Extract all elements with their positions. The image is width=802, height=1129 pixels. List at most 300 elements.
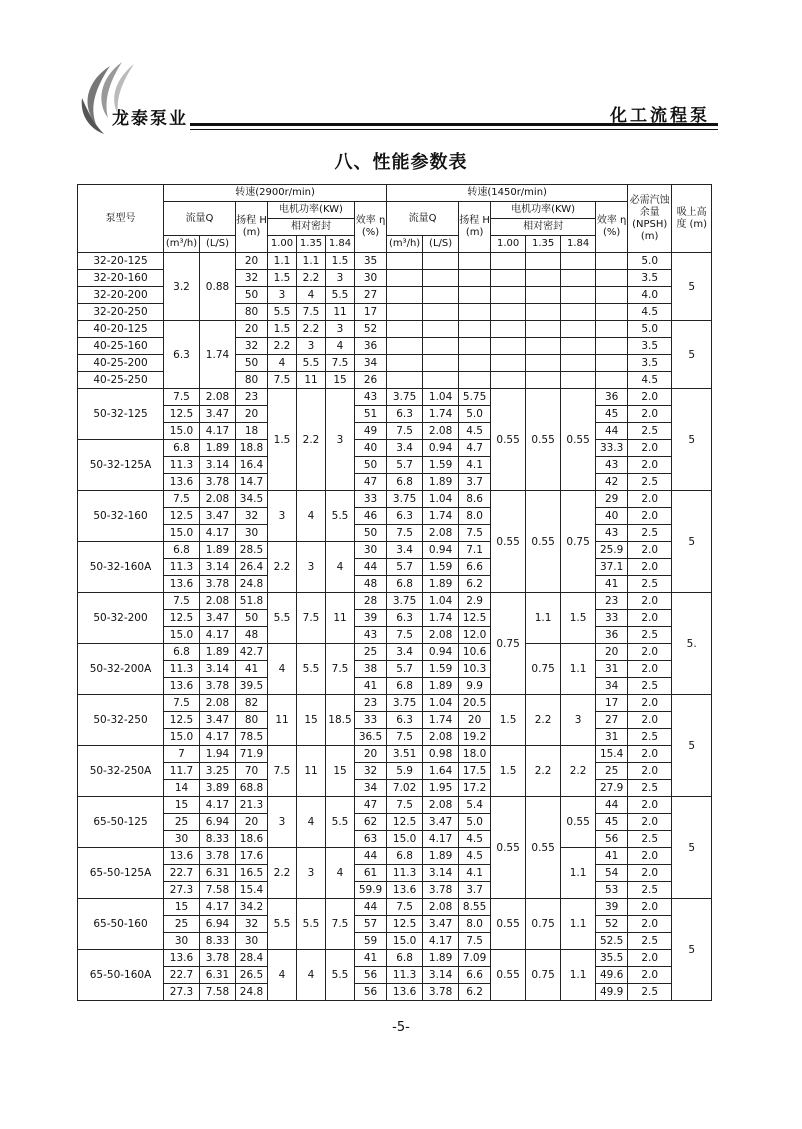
table-cell: 37.1	[596, 559, 628, 576]
table-cell: 1.89	[423, 950, 459, 967]
table-cell: 39	[596, 899, 628, 916]
table-cell: 36.5	[355, 729, 387, 746]
table-cell: 80	[236, 712, 268, 729]
empty-cell	[526, 304, 561, 321]
table-cell: 7.5	[164, 593, 200, 610]
table-cell: 3.78	[423, 882, 459, 899]
empty-cell	[561, 270, 596, 287]
table-row	[78, 933, 712, 950]
table-cell: 12.5	[387, 916, 423, 933]
empty-cell	[561, 355, 596, 372]
table-cell: 1.74	[200, 321, 236, 389]
table-cell: 50	[236, 287, 268, 304]
table-cell: 61	[355, 865, 387, 882]
empty-cell	[596, 270, 628, 287]
table-cell: 1.94	[200, 746, 236, 763]
table-cell: 32	[236, 508, 268, 525]
table-cell: 33.3	[596, 440, 628, 457]
table-cell: 52	[355, 321, 387, 338]
table-cell: 4.5	[459, 848, 491, 865]
table-cell: 13.6	[387, 882, 423, 899]
table-cell: 11.7	[164, 763, 200, 780]
table-row	[78, 627, 712, 644]
table-cell: 20	[236, 321, 268, 338]
empty-cell	[526, 270, 561, 287]
table-cell: 34	[596, 678, 628, 695]
page-number: -5-	[392, 1020, 410, 1035]
model-cell: 32-20-250	[78, 304, 164, 321]
table-cell: 3.75	[387, 695, 423, 712]
table-cell: 39.5	[236, 678, 268, 695]
table-cell: 3	[561, 695, 596, 746]
table-cell: 3.47	[200, 712, 236, 729]
model-cell: 50-32-250A	[78, 746, 164, 797]
empty-cell	[596, 372, 628, 389]
table-cell: 15.0	[164, 525, 200, 542]
table-cell: 12.5	[164, 406, 200, 423]
table-cell: 1.1	[561, 644, 596, 695]
table-cell: 2.08	[423, 899, 459, 916]
table-cell: 6.3	[387, 610, 423, 627]
table-row	[78, 882, 712, 899]
table-cell: 0.55	[526, 389, 561, 491]
table-cell: 24.8	[236, 576, 268, 593]
table-cell: 48	[355, 576, 387, 593]
table-cell: 7.5	[459, 525, 491, 542]
table-cell: 7.58	[200, 882, 236, 899]
table-row	[78, 848, 712, 865]
empty-cell	[387, 253, 423, 270]
table-cell: 15	[164, 899, 200, 916]
table-cell: 34.2	[236, 899, 268, 916]
table-cell: 2.0	[628, 610, 672, 627]
table-cell: 28	[355, 593, 387, 610]
table-cell: 28.4	[236, 950, 268, 967]
table-cell: 7.5	[387, 729, 423, 746]
table-cell: 3.47	[200, 406, 236, 423]
table-cell: 30	[355, 270, 387, 287]
table-cell: 3.47	[423, 814, 459, 831]
table-cell: 14.7	[236, 474, 268, 491]
header-sg: 1.84	[326, 236, 355, 253]
table-cell: 2.0	[628, 865, 672, 882]
table-cell: 30	[164, 933, 200, 950]
table-cell: 2.2	[268, 338, 297, 355]
table-cell: 1.59	[423, 457, 459, 474]
table-cell: 2.08	[423, 525, 459, 542]
page-header	[0, 0, 802, 140]
table-cell: 5.5	[297, 644, 326, 695]
table-cell: 3.5	[628, 338, 672, 355]
table-cell: 2.0	[628, 916, 672, 933]
table-cell: 3.14	[200, 559, 236, 576]
table-cell: 4.7	[459, 440, 491, 457]
table-cell: 13.6	[164, 848, 200, 865]
table-cell: 2.08	[423, 729, 459, 746]
empty-cell	[459, 270, 491, 287]
table-cell: 4.5	[459, 423, 491, 440]
table-cell: 31	[596, 661, 628, 678]
empty-cell	[459, 287, 491, 304]
table-row	[78, 508, 712, 525]
table-cell: 6.8	[387, 678, 423, 695]
table-cell: 1.1	[561, 899, 596, 950]
empty-cell	[423, 372, 459, 389]
table-cell: 11.3	[164, 661, 200, 678]
table-cell: 2.2	[297, 389, 326, 491]
table-cell: 5.0	[628, 253, 672, 270]
suction-cell: 5	[672, 899, 712, 1001]
table-cell: 41	[236, 661, 268, 678]
empty-cell	[561, 372, 596, 389]
empty-cell	[459, 321, 491, 338]
empty-cell	[423, 355, 459, 372]
empty-cell	[561, 287, 596, 304]
header-unit-m3h: (m³/h)	[387, 236, 423, 253]
table-cell: 4	[326, 542, 355, 593]
table-cell: 3	[297, 542, 326, 593]
table-cell: 2.2	[268, 848, 297, 899]
table-cell: 15	[326, 372, 355, 389]
table-cell: 15.4	[596, 746, 628, 763]
table-cell: 19.2	[459, 729, 491, 746]
table-cell: 3.75	[387, 491, 423, 508]
table-cell: 7.5	[326, 899, 355, 950]
table-cell: 15.0	[387, 933, 423, 950]
table-cell: 1.1	[297, 253, 326, 270]
table-cell: 3.47	[200, 508, 236, 525]
table-cell: 10.3	[459, 661, 491, 678]
table-cell: 70	[236, 763, 268, 780]
table-cell: 17.2	[459, 780, 491, 797]
empty-cell	[596, 304, 628, 321]
table-cell: 80	[236, 304, 268, 321]
model-cell: 50-32-160	[78, 491, 164, 542]
model-cell: 50-32-125A	[78, 440, 164, 491]
table-row	[78, 916, 712, 933]
table-cell: 6.3	[164, 321, 200, 389]
table-cell: 3.47	[423, 916, 459, 933]
table-cell: 33	[355, 491, 387, 508]
header-sg: 1.35	[297, 236, 326, 253]
model-cell: 40-20-125	[78, 321, 164, 338]
table-row	[78, 423, 712, 440]
table-cell: 7.5	[268, 746, 297, 797]
table-cell: 15.4	[236, 882, 268, 899]
suction-cell: 5	[672, 389, 712, 491]
table-cell: 44	[355, 559, 387, 576]
table-cell: 2.5	[628, 882, 672, 899]
table-cell: 30	[355, 542, 387, 559]
table-cell: 57	[355, 916, 387, 933]
table-row	[78, 899, 712, 916]
table-cell: 7.5	[164, 389, 200, 406]
table-cell: 3.5	[628, 355, 672, 372]
table-row	[78, 967, 712, 984]
table-cell: 0.75	[526, 899, 561, 950]
table-cell: 2.08	[200, 389, 236, 406]
table-cell: 44	[355, 848, 387, 865]
model-cell: 65-50-125A	[78, 848, 164, 899]
table-cell: 1.1	[268, 253, 297, 270]
table-cell: 1.5	[326, 253, 355, 270]
table-cell: 0.94	[423, 440, 459, 457]
empty-cell	[491, 372, 526, 389]
table-cell: 50	[236, 610, 268, 627]
table-cell: 25	[596, 763, 628, 780]
table-cell: 56	[355, 984, 387, 1001]
table-cell: 3.78	[200, 848, 236, 865]
table-row	[78, 406, 712, 423]
table-cell: 50	[236, 355, 268, 372]
table-cell: 3.78	[200, 950, 236, 967]
table-cell: 7.5	[326, 355, 355, 372]
table-cell: 53	[596, 882, 628, 899]
table-cell: 3.14	[423, 865, 459, 882]
table-cell: 1.89	[200, 440, 236, 457]
table-cell: 1.1	[561, 950, 596, 1001]
table-cell: 15.0	[387, 831, 423, 848]
table-cell: 4.17	[200, 729, 236, 746]
table-row	[78, 712, 712, 729]
table-cell: 6.8	[164, 440, 200, 457]
table-cell: 78.5	[236, 729, 268, 746]
table-cell: 0.55	[526, 491, 561, 593]
table-cell: 17	[355, 304, 387, 321]
empty-cell	[561, 321, 596, 338]
model-cell: 50-32-160A	[78, 542, 164, 593]
table-cell: 1.89	[423, 678, 459, 695]
table-cell: 3.78	[423, 984, 459, 1001]
table-cell: 25.9	[596, 542, 628, 559]
table-row	[78, 253, 712, 270]
table-cell: 1.74	[423, 610, 459, 627]
table-cell: 4.17	[423, 831, 459, 848]
table-cell: 32	[236, 916, 268, 933]
table-cell: 2.5	[628, 780, 672, 797]
table-cell: 1.1	[526, 593, 561, 644]
table-cell: 39	[355, 610, 387, 627]
table-cell: 2.08	[423, 627, 459, 644]
table-cell: 6.8	[387, 848, 423, 865]
page-title: 八、性能参数表	[334, 152, 468, 173]
table-cell: 47	[355, 797, 387, 814]
table-cell: 2.5	[628, 525, 672, 542]
table-cell: 3	[326, 270, 355, 287]
empty-cell	[596, 338, 628, 355]
empty-cell	[526, 338, 561, 355]
empty-cell	[459, 253, 491, 270]
table-cell: 20.5	[459, 695, 491, 712]
table-cell: 1.74	[423, 406, 459, 423]
table-cell: 32	[355, 763, 387, 780]
empty-cell	[459, 338, 491, 355]
empty-cell	[459, 355, 491, 372]
table-cell: 0.94	[423, 644, 459, 661]
table-cell: 2.5	[628, 627, 672, 644]
table-cell: 0.94	[423, 542, 459, 559]
table-cell: 1.5	[561, 593, 596, 644]
table-cell: 5.5	[268, 304, 297, 321]
table-cell: 20	[236, 253, 268, 270]
table-row	[78, 559, 712, 576]
table-cell: 34	[355, 780, 387, 797]
table-cell: 0.75	[561, 491, 596, 593]
table-cell: 16.5	[236, 865, 268, 882]
table-cell: 0.88	[200, 253, 236, 321]
table-cell: 36	[355, 338, 387, 355]
table-cell: 6.94	[200, 814, 236, 831]
table-cell: 17.5	[459, 763, 491, 780]
table-cell: 0.55	[561, 389, 596, 491]
table-cell: 30	[236, 933, 268, 950]
table-cell: 5.7	[387, 457, 423, 474]
table-row	[78, 797, 712, 814]
table-cell: 29	[596, 491, 628, 508]
table-cell: 8.0	[459, 916, 491, 933]
table-cell: 7.5	[459, 933, 491, 950]
table-cell: 52.5	[596, 933, 628, 950]
header-power-1450: 电机功率(KW)	[491, 202, 596, 219]
table-cell: 18.0	[459, 746, 491, 763]
table-cell: 2.0	[628, 950, 672, 967]
table-cell: 63	[355, 831, 387, 848]
table-cell: 3.89	[200, 780, 236, 797]
table-row	[78, 831, 712, 848]
empty-cell	[491, 355, 526, 372]
table-cell: 3.4	[387, 440, 423, 457]
table-cell: 18.5	[326, 695, 355, 746]
table-cell: 3.78	[200, 678, 236, 695]
table-cell: 3.7	[459, 474, 491, 491]
table-cell: 7.1	[459, 542, 491, 559]
table-cell: 1.89	[200, 542, 236, 559]
table-cell: 1.5	[268, 389, 297, 491]
empty-cell	[459, 372, 491, 389]
table-row	[78, 950, 712, 967]
table-cell: 10.6	[459, 644, 491, 661]
empty-cell	[526, 287, 561, 304]
table-cell: 52	[596, 916, 628, 933]
table-cell: 2.0	[628, 814, 672, 831]
table-cell: 59	[355, 933, 387, 950]
header-flow-1450: 流量Q	[387, 202, 459, 236]
empty-cell	[423, 253, 459, 270]
table-row	[78, 763, 712, 780]
table-cell: 5.5	[326, 491, 355, 542]
table-cell: 1.59	[423, 661, 459, 678]
empty-cell	[526, 372, 561, 389]
empty-cell	[596, 253, 628, 270]
table-cell: 2.5	[628, 984, 672, 1001]
table-cell: 4.0	[628, 287, 672, 304]
table-cell: 2.08	[200, 593, 236, 610]
model-cell: 50-32-125	[78, 389, 164, 440]
table-cell: 1.59	[423, 559, 459, 576]
table-cell: 5.5	[297, 899, 326, 950]
header-unit-ls: (L/S)	[200, 236, 236, 253]
model-cell: 32-20-200	[78, 287, 164, 304]
table-cell: 1.1	[561, 848, 596, 899]
table-cell: 0.55	[491, 797, 526, 899]
table-cell: 4.5	[628, 372, 672, 389]
table-cell: 4	[268, 644, 297, 695]
header-head-2900: 扬程 H (m)	[236, 202, 268, 253]
table-cell: 0.55	[491, 491, 526, 593]
table-cell: 1.5	[491, 695, 526, 746]
empty-cell	[491, 253, 526, 270]
table-cell: 1.04	[423, 593, 459, 610]
table-cell: 44	[596, 797, 628, 814]
table-cell: 5.5	[326, 287, 355, 304]
table-cell: 5.5	[268, 899, 297, 950]
table-cell: 27.3	[164, 882, 200, 899]
table-row	[78, 576, 712, 593]
table-cell: 4.5	[628, 304, 672, 321]
table-cell: 6.3	[387, 712, 423, 729]
table-row	[78, 780, 712, 797]
table-cell: 2.5	[628, 933, 672, 950]
table-cell: 44	[355, 899, 387, 916]
table-cell: 8.55	[459, 899, 491, 916]
table-cell: 13.6	[164, 576, 200, 593]
table-cell: 4	[326, 848, 355, 899]
table-cell: 8.33	[200, 933, 236, 950]
table-cell: 41	[355, 678, 387, 695]
table-cell: 38	[355, 661, 387, 678]
table-cell: 49.9	[596, 984, 628, 1001]
header-eff-2900: 效率 η (%)	[355, 202, 387, 253]
empty-cell	[387, 372, 423, 389]
table-cell: 2.0	[628, 406, 672, 423]
empty-cell	[561, 338, 596, 355]
table-cell: 4.17	[423, 933, 459, 950]
table-cell: 35.5	[596, 950, 628, 967]
table-cell: 2.0	[628, 695, 672, 712]
table-cell: 17.6	[236, 848, 268, 865]
table-cell: 8.33	[200, 831, 236, 848]
table-cell: 20	[355, 746, 387, 763]
table-cell: 7.5	[164, 695, 200, 712]
table-cell: 6.8	[387, 576, 423, 593]
table-cell: 4.1	[459, 865, 491, 882]
table-cell: 1.5	[268, 321, 297, 338]
table-cell: 5.9	[387, 763, 423, 780]
table-cell: 51	[355, 406, 387, 423]
table-cell: 44	[596, 423, 628, 440]
table-cell: 6.3	[387, 406, 423, 423]
table-cell: 15	[164, 797, 200, 814]
table-cell: 15.0	[164, 423, 200, 440]
table-cell: 4.17	[200, 525, 236, 542]
model-cell: 40-25-160	[78, 338, 164, 355]
table-cell: 3.25	[200, 763, 236, 780]
empty-cell	[387, 321, 423, 338]
table-cell: 68.8	[236, 780, 268, 797]
table-cell: 1.04	[423, 389, 459, 406]
table-cell: 34	[355, 355, 387, 372]
header-sg: 1.84	[561, 236, 596, 253]
table-row	[78, 440, 712, 457]
table-cell: 2.0	[628, 797, 672, 814]
table-row	[78, 321, 712, 338]
table-cell: 1.04	[423, 695, 459, 712]
table-cell: 5.5	[326, 950, 355, 1001]
header-speed-1450: 转速(1450r/min)	[387, 185, 628, 202]
table-cell: 12.5	[164, 712, 200, 729]
table-cell: 4.17	[200, 423, 236, 440]
table-cell: 47	[355, 474, 387, 491]
